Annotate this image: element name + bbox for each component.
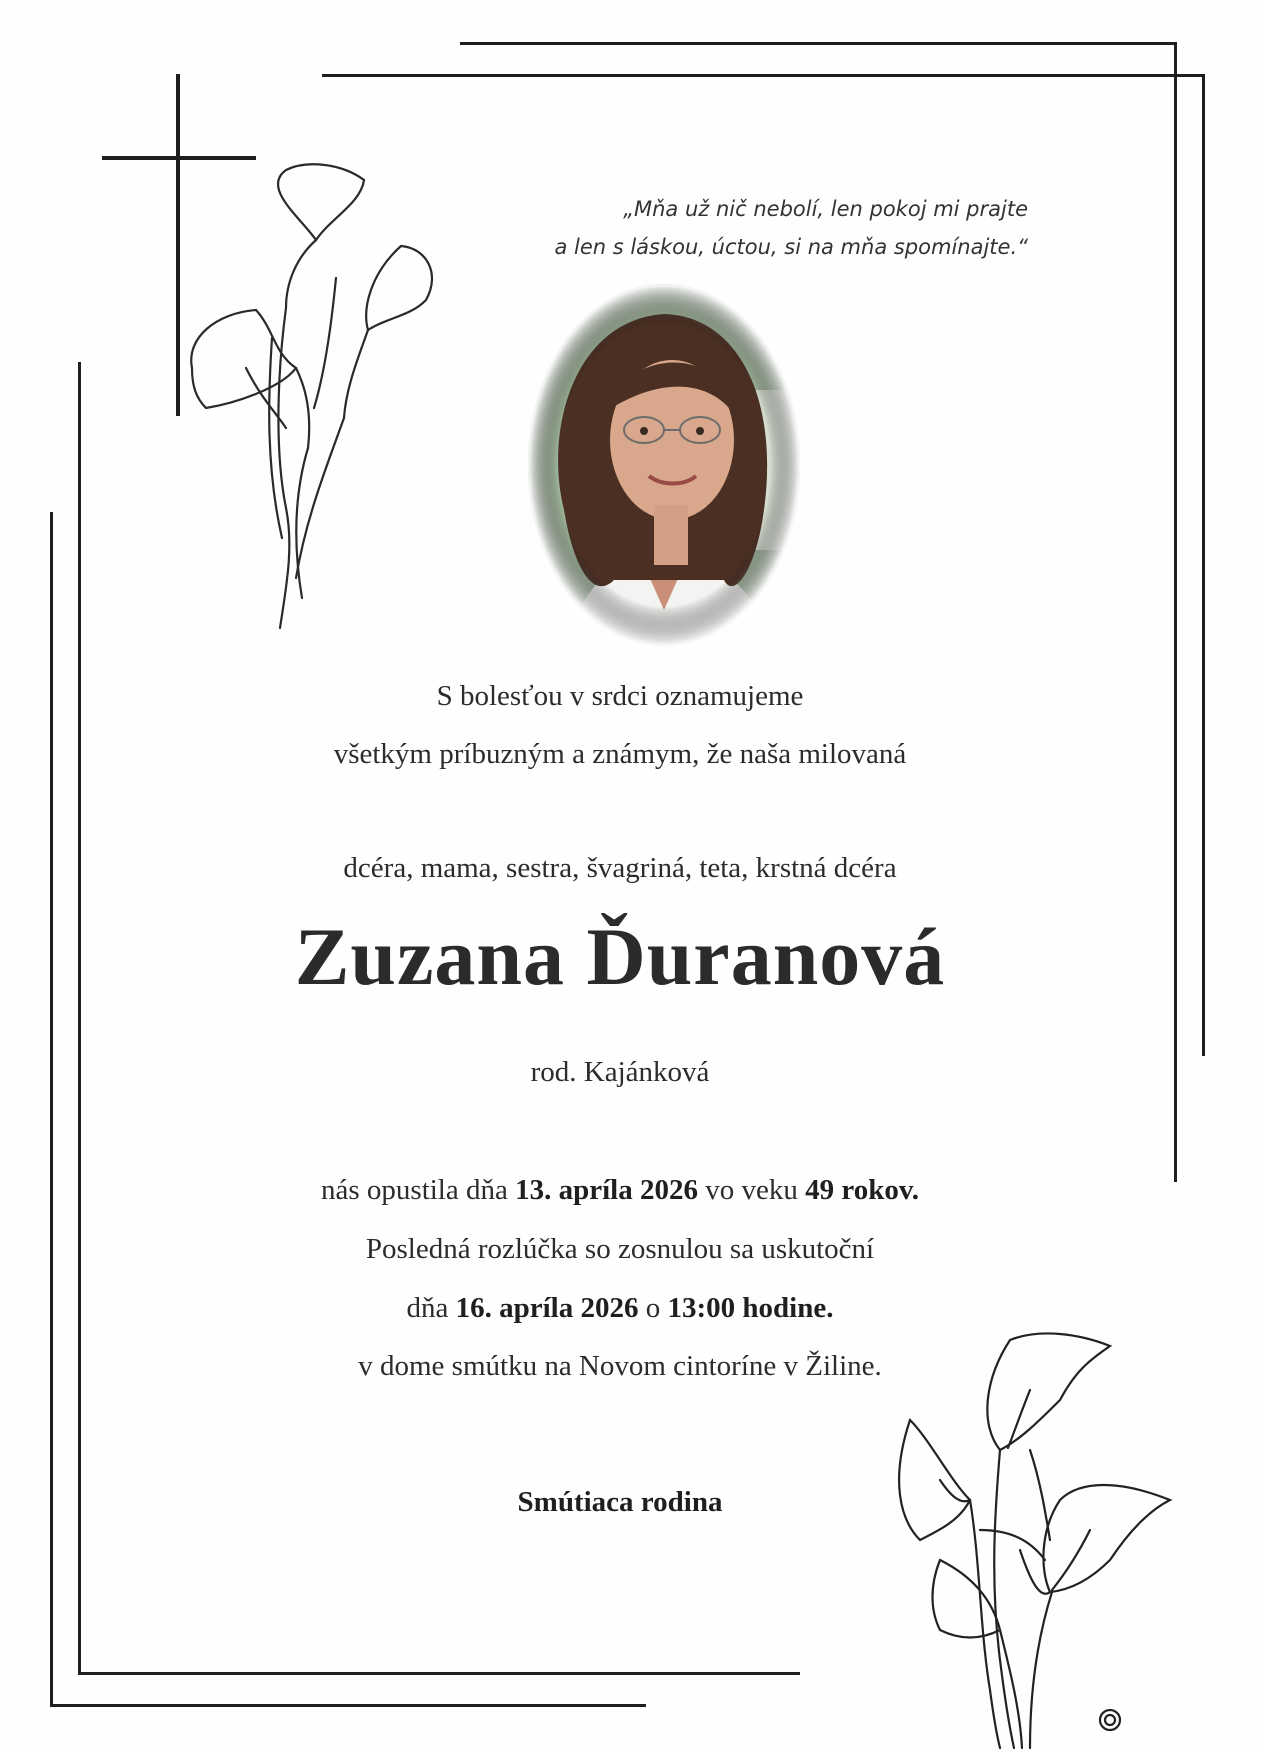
- cross-icon: [96, 68, 456, 648]
- calla-lily-bouquet-icon: [880, 1330, 1200, 1750]
- signature-text: Smútiaca rodina: [517, 1486, 723, 1518]
- frame-bottom-line-2: [50, 1704, 646, 1707]
- funeral-prefix: dňa: [406, 1292, 449, 1324]
- funeral-connector: o: [645, 1292, 661, 1324]
- frame-bottom-line-1: [78, 1672, 800, 1675]
- death-prefix: nás opustila dňa: [321, 1174, 508, 1206]
- funeral-time: 13:00 hodine.: [667, 1292, 834, 1324]
- frame-left-line-2: [50, 512, 53, 1706]
- portrait-photo-icon: [524, 280, 804, 650]
- maiden-name: rod. Kajánková: [530, 1056, 710, 1088]
- death-date: 13. apríla 2026: [515, 1174, 698, 1206]
- calla-lily-icon: [191, 164, 432, 628]
- funeral-datetime-line: [180, 1292, 1060, 1325]
- announcement-line-2: všetkým príbuzným a známym, že naša milovaná: [333, 738, 907, 770]
- frame-right-line-2: [1202, 74, 1205, 1056]
- death-mid: vo veku: [705, 1174, 798, 1206]
- relations-line: dcéra, mama, sestra, švagriná, teta, krstná dcéra: [343, 852, 897, 884]
- death-age: 49 rokov.: [805, 1174, 919, 1206]
- memorial-quote: [420, 190, 1028, 266]
- announcement-line-1: S bolesťou v srdci oznamujeme: [436, 680, 804, 712]
- funeral-date: 16. apríla 2026: [455, 1292, 639, 1324]
- funeral-place: v dome smútku na Novom cintoríne v Žiline.: [358, 1350, 882, 1382]
- frame-left-line-1: [78, 362, 81, 1674]
- quote-line-2: a len s láskou, úctou, si na mňa spomínajte.“: [554, 235, 1028, 259]
- death-line: [180, 1174, 1060, 1207]
- funeral-line-1: Posledná rozlúčka so zosnulou sa uskutoční: [365, 1233, 875, 1265]
- deceased-name: Zuzana Ďuranová: [294, 911, 946, 1002]
- frame-right-line-1: [1174, 42, 1177, 1182]
- quote-line-1: „Mňa už nič nebolí, len pokoj mi prajte: [623, 197, 1028, 221]
- frame-top-line-1: [460, 42, 1176, 45]
